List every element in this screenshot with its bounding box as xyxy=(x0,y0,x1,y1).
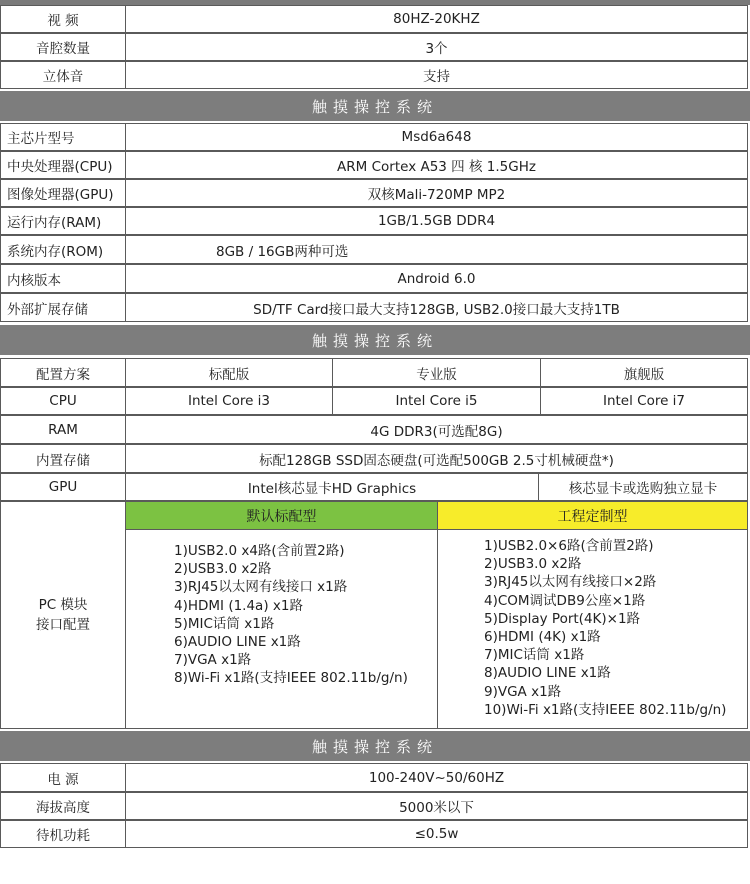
row-label: 立体音 xyxy=(1,62,126,88)
list-item: 6)AUDIO LINE x1路 xyxy=(174,634,301,651)
pc-ports-label-line2: 接口配置 xyxy=(36,617,90,633)
row-label: 电 源 xyxy=(1,764,126,791)
list-item: 6)HDMI (4K) x1路 xyxy=(484,629,601,646)
row-label: 内核版本 xyxy=(1,265,126,292)
row-value: 3个 xyxy=(425,41,448,57)
pc-row-ram xyxy=(0,415,748,444)
row-value: 5000米以下 xyxy=(399,800,474,816)
list-item: 5)Display Port(4K)×1路 xyxy=(484,610,641,627)
cpu-professional: Intel Core i5 xyxy=(333,388,541,414)
cpu-flagship: Intel Core i7 xyxy=(602,393,686,409)
spec-row-altitude xyxy=(0,792,748,820)
row-label: 海拔高度 xyxy=(1,793,126,819)
row-label: 图像处理器(GPU) xyxy=(1,180,126,206)
spec-row-speakers xyxy=(0,33,748,61)
pc-ports-label xyxy=(1,502,126,728)
section-header: 触摸操控系统 xyxy=(0,91,750,121)
list-item: 7)VGA x1路 xyxy=(174,652,252,669)
config-flagship: 旗舰版 xyxy=(623,366,665,383)
row-value: 8GB / 16GB两种可选 xyxy=(216,243,349,260)
row-label: GPU xyxy=(1,474,126,500)
row-value: ARM Cortex A53 四 核 1.5GHz xyxy=(337,159,536,175)
row-value: ≤0.5w xyxy=(414,826,459,842)
row-label: 运行内存(RAM) xyxy=(1,208,126,234)
list-item: 1)USB2.0 x4路(含前置2路) xyxy=(174,543,345,559)
row-value: 1GB/1.5GB DDR4 xyxy=(377,213,496,229)
row-label: 内置存储 xyxy=(1,445,126,472)
list-item: 3)RJ45以太网有线接口×2路 xyxy=(484,574,657,591)
spec-row-standby-power xyxy=(0,820,748,848)
spec-row-cpu xyxy=(0,151,748,179)
row-label: 系统内存(ROM) xyxy=(1,236,126,263)
gpu-value: Intel核芯显卡HD Graphics xyxy=(126,474,539,500)
list-item: 8)Wi-Fi x1路(支持IEEE 802.11b/g/n) xyxy=(174,670,408,687)
row-value: 4G DDR3(可选配8G) xyxy=(370,423,503,440)
gpu-option: 核芯显卡或选购独立显卡 xyxy=(568,481,718,497)
row-label: 配置方案 xyxy=(1,359,126,386)
row-label: 音腔数量 xyxy=(1,34,126,60)
list-item: 4)HDMI (1.4a) x1路 xyxy=(174,597,303,614)
spec-row-power xyxy=(0,763,748,792)
row-value: 标配128GB SSD固态硬盘(可选配500GB 2.5寸机械硬盘*) xyxy=(259,452,614,469)
custom-config-header: 工程定制型 xyxy=(438,502,747,530)
default-config-header: 默认标配型 xyxy=(126,502,438,530)
pc-row-cpu xyxy=(0,387,748,415)
cpu-standard: Intel Core i3 xyxy=(126,388,333,414)
pc-row-config xyxy=(0,358,748,387)
row-label: RAM xyxy=(1,416,126,443)
row-value: Msd6a648 xyxy=(401,129,472,145)
pc-ports-label-line1: PC 模块 xyxy=(38,597,88,613)
row-label: 视 频 xyxy=(1,6,126,32)
list-item: 2)USB3.0 x2路 xyxy=(174,561,272,578)
spec-row-ram xyxy=(0,207,748,235)
row-value: 80HZ-20KHZ xyxy=(393,11,480,27)
pc-ports-block xyxy=(0,501,748,729)
spec-row-external-storage xyxy=(0,293,748,322)
spec-row-stereo xyxy=(0,61,748,89)
row-label: CPU xyxy=(1,388,126,414)
pc-row-gpu xyxy=(0,473,748,501)
row-value: 100-240V~50/60HZ xyxy=(368,769,505,786)
list-item: 1)USB2.0×6路(含前置2路) xyxy=(484,538,654,554)
list-item: 5)MIC话筒 x1路 xyxy=(174,615,275,632)
list-item: 7)MIC话筒 x1路 xyxy=(484,647,585,664)
spec-row-kernel xyxy=(0,264,748,293)
column-divider xyxy=(437,530,438,728)
list-item: 4)COM调试DB9公座×1路 xyxy=(484,592,646,609)
spec-row-chip xyxy=(0,123,748,151)
spec-row-rom xyxy=(0,235,748,264)
row-value: 支持 xyxy=(423,69,450,85)
config-standard: 标配版 xyxy=(126,359,333,386)
custom-ports-list xyxy=(484,537,726,719)
default-ports-list xyxy=(174,542,408,688)
list-item: 3)RJ45以太网有线接口 x1路 xyxy=(174,579,348,596)
row-value: SD/TF Card接口最大支持128GB, USB2.0接口最大支持1TB xyxy=(253,301,620,318)
config-professional: 专业版 xyxy=(333,359,541,386)
row-label: 待机功耗 xyxy=(1,821,126,847)
row-label: 外部扩展存储 xyxy=(1,294,126,321)
list-item: 8)AUDIO LINE x1路 xyxy=(484,665,611,682)
list-item: 9)VGA x1路 xyxy=(484,683,562,700)
row-value: 双核Mali-720MP MP2 xyxy=(367,187,506,203)
pc-row-storage xyxy=(0,444,748,473)
list-item: 10)Wi-Fi x1路(支持IEEE 802.11b/g/n) xyxy=(484,701,727,718)
section-header: 触摸操控系统 xyxy=(0,731,750,761)
row-label: 中央处理器(CPU) xyxy=(1,152,126,178)
row-value: Android 6.0 xyxy=(397,270,476,287)
spec-row-gpu xyxy=(0,179,748,207)
row-label: 主芯片型号 xyxy=(1,124,126,150)
spec-row-video xyxy=(0,5,748,33)
list-item: 2)USB3.0 x2路 xyxy=(484,556,582,573)
section-header: 触摸操控系统 xyxy=(0,325,750,355)
